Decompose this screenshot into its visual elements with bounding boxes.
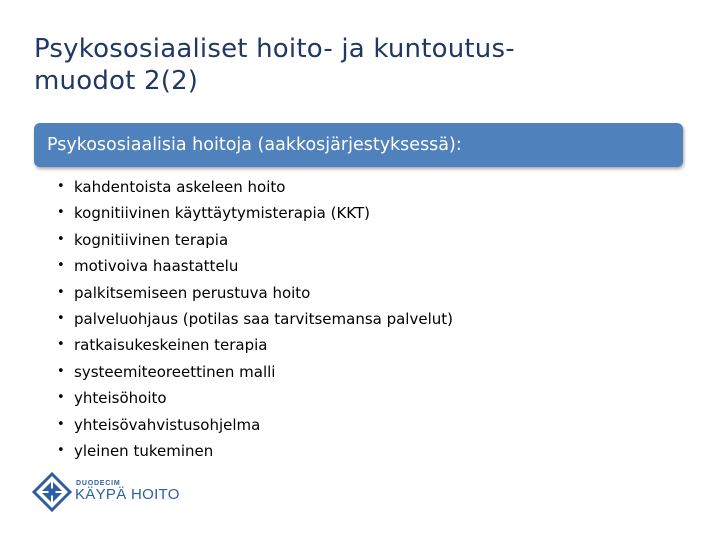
slide-title-line-1: Psykososiaaliset hoito- ja kuntoutus- [34, 34, 515, 64]
section-header-bar [34, 123, 683, 167]
bullet-icon: • [57, 205, 65, 221]
list-item-label: kognitiivinen käyttäytymisterapia (KKT) [74, 204, 370, 223]
bullet-icon: • [57, 337, 65, 353]
bullet-icon: • [57, 258, 65, 274]
list-item-label: ratkaisukeskeinen terapia [74, 336, 268, 355]
duodecim-diamond-logo-icon [32, 472, 72, 512]
list-item-label: systeemiteoreettinen malli [74, 362, 276, 381]
slide-title-line-2: muodot 2(2) [34, 66, 199, 96]
bullet-icon: • [57, 310, 65, 326]
list-item-label: motivoiva haastattelu [74, 257, 239, 276]
list-item-label: yhteisöhoito [74, 389, 167, 408]
list-item-label: palkitsemiseen perustuva hoito [74, 283, 311, 302]
kaypa-hoito-logo [32, 472, 180, 512]
list-item-label: kahdentoista askeleen hoito [74, 178, 286, 196]
bullet-icon: • [57, 416, 65, 432]
list-item-label: yleinen tukeminen [74, 441, 214, 460]
bullet-icon: • [57, 284, 65, 300]
logo-duodecim-text: DUODECIM [76, 480, 121, 487]
bullet-icon: • [57, 179, 65, 194]
list-item-label: yhteisövahvistusohjelma [74, 415, 261, 434]
bullet-icon: • [57, 390, 65, 406]
list-item-label: palveluohjaus (potilas saa tarvitsemansa palvelut) [74, 309, 453, 328]
section-header-text: Psykososiaalisia hoitoja (aakkosjärjestyksessä): [47, 135, 462, 155]
bullet-icon: • [57, 231, 65, 247]
list-item-label: kognitiivinen terapia [74, 230, 229, 249]
logo-kaypa-hoito-text: KÄYPÄ HOITO [75, 486, 180, 503]
slide-title [34, 33, 694, 97]
bullet-icon: • [57, 363, 65, 379]
bullet-icon: • [57, 442, 65, 458]
